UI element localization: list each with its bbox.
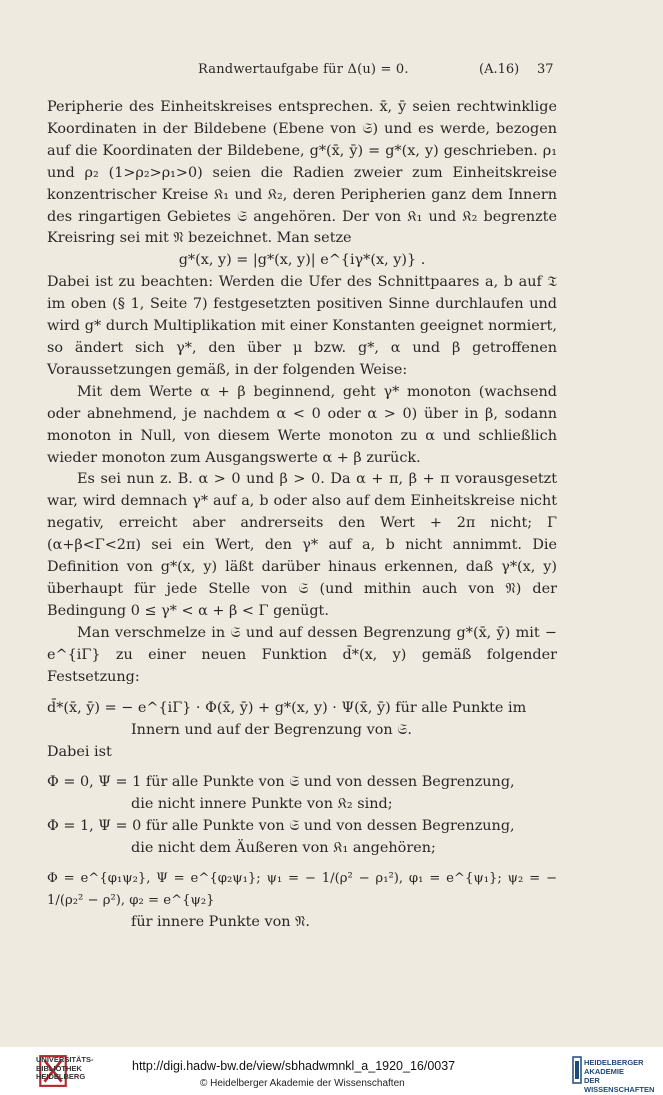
equation-2-line-2: Innern und auf der Begrenzung von 𝔖. (131, 722, 412, 739)
copyright-notice: © Heidelberger Akademie der Wissenschaften (200, 1078, 405, 1089)
header-title: Randwertaufgabe für Δ(u) = 0. (198, 62, 409, 77)
academy-logo-icon (572, 1055, 584, 1085)
paragraph-1: Peripherie des Einheitskreises entsprechen. x̄, ȳ seien rechtwinklige Koordinaten in der Bildebene (Ebene von 𝔖) und es werde, bezogen auf die Koordinaten der Bildebene, g*(x̄, ȳ) = g*(x, y) geschrieben. ρ₁ und ρ₂ (1>ρ₂>ρ₁>0) seien die Radien zweier zum Einheitskreise konzentrischer Kreise 𝔎₁ und 𝔎₂, deren Peripherien ganz dem Innern des ringartigen Gebietes 𝔖 angehören. Der von 𝔎₁ und 𝔎₂ begrenzte Kreisring sei mit 𝔑 bezeichnet. Man setze (47, 99, 557, 247)
body-text (47, 97, 557, 934)
running-header (0, 62, 663, 82)
case-2-line-2: die nicht dem Äußeren von 𝔎₁ angehören; (131, 839, 436, 856)
page-number: 37 (537, 62, 554, 77)
paragraph-5: Man verschmelze in 𝔖 und auf dessen Begrenzung g*(x̄, ȳ) mit − e^{iΓ} zu einer neuen Funktion d̄*(x, y) gemäß folgender Festsetzung: (47, 624, 557, 685)
paragraph-2: Dabei ist zu beachten: Werden die Ufer des Schnittpaares a, b auf 𝔗 im oben (§ 1, Seite 7) festgesetzten positiven Sinne durchlaufen und wird g* durch Multiplikation mit einer Konstanten geeignet normiert, so ändert sich γ*, den über μ bzw. g*, α und β getroffenen Voraussetzungen gemäß, in der folgenden Weise: (47, 274, 557, 378)
equation-1: g*(x, y) = |g*(x, y)| e^{iγ*(x, y)} . (178, 252, 426, 269)
equation-2-line-1: d̄*(x̄, ȳ) = − e^{iΓ} · Φ(x̄, ȳ) + g*(x, y) · Ψ(x̄, ȳ) für alle Punkte im (47, 700, 527, 717)
dabei-ist: Dabei ist (47, 744, 112, 761)
case-1-line-1: Φ = 0, Ψ = 1 für alle Punkte von 𝔖 und von dessen Begrenzung, (47, 774, 515, 791)
case-1-line-2: die nicht innere Punkte von 𝔎₂ sind; (131, 796, 393, 813)
paragraph-4: Es sei nun z. B. α > 0 und β > 0. Da α + π, β + π vorausgesetzt war, wird demnach γ* auf a, b oder also auf dem Einheitskreise nicht negativ, erreicht aber andrerseits den Wert + 2π nicht; Γ (α+β<Γ<2π) sei ein Wert, den γ* auf a, b nicht annimmt. Die Definition von g*(x, y) läßt darüber hinaus erkennen, daß γ*(x, y) überhaupt für jede Stelle von 𝔖 (und mithin auch von 𝔑) der Bedingung 0 ≤ γ* < α + β < Γ genügt. (47, 471, 557, 619)
case-3-line-2: für innere Punkte von 𝔑. (131, 913, 310, 930)
permalink-url[interactable]: http://digi.hadw-bw.de/view/sbhadwmnkl_a_1920_16/0037 (132, 1059, 456, 1073)
case-3-formula: Φ = e^{φ₁ψ₂}, Ψ = e^{φ₂ψ₁}; ψ₁ = − 1/(ρ² − ρ₁²), φ₁ = e^{ψ₁}; ψ₂ = − 1/(ρ₂² − ρ²), φ₂ = e^{ψ₂} (47, 870, 557, 908)
case-2-line-1: Φ = 1, Ψ = 0 für alle Punkte von 𝔖 und von dessen Begrenzung, (47, 818, 515, 834)
paragraph-3: Mit dem Werte α + β beginnend, geht γ* monoton (wachsend oder abnehmend, je nachdem α < 0 oder α > 0) über in β, sodann monoton in Null, von diesem Werte monoton zu α und schließlich wieder monoton zum Ausgangswerte α + β zurück. (47, 383, 557, 466)
viewer-footer (0, 1047, 663, 1095)
library-name: UNIVERSITÄTS- BIBLIOTHEK HEIDELBERG (36, 1055, 94, 1081)
header-section-ref: (A.16) (479, 62, 520, 77)
academy-name: HEIDELBERGER AKADEMIE DER WISSENSCHAFTEN (584, 1058, 655, 1094)
